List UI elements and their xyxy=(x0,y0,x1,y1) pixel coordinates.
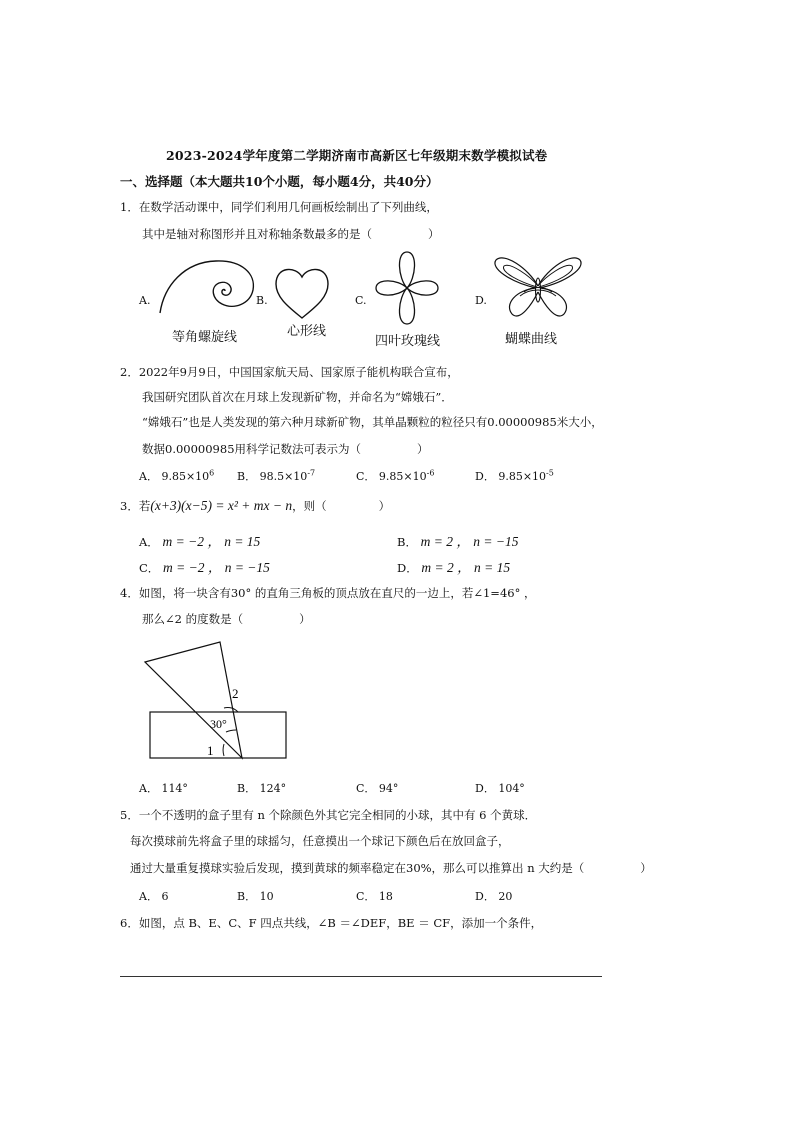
butterfly-curve-figure xyxy=(490,252,586,324)
q5-option-a: A． 6 xyxy=(139,890,169,903)
q5-option-b: B． 10 xyxy=(237,890,274,903)
q3-stem: 3．若(x+3)(x−5) = x² + mx − n，则（ ） xyxy=(120,498,391,513)
page-title: 2023-2024学年度第二学期济南市高新区七年级期末数学模拟试卷 xyxy=(166,148,548,163)
triangle-ruler-figure xyxy=(140,640,300,765)
q3-option-b: B． m = 2 ， n = −15 xyxy=(397,534,519,549)
q4-option-c: C． 94° xyxy=(356,782,399,795)
q4-option-b: B． 124° xyxy=(237,782,287,795)
q1-caption-d: 蝴蝶曲线 xyxy=(505,332,558,347)
q5-line1: 5．一个不透明的盒子里有 n 个除颜色外其它完全相同的小球，其中有 6 个黄球． xyxy=(120,808,537,822)
q2-line2: 我国研究团队首次在月球上发现新矿物，并命名为“嫦娥石”． xyxy=(142,390,453,404)
q1-option-c-label: C. xyxy=(355,294,367,307)
q5-option-c: C． 18 xyxy=(356,890,393,903)
q1-caption-c: 四叶玫瑰线 xyxy=(375,334,441,349)
q2-option-d: D． $9.85\times 10^{-5}$ xyxy=(475,468,554,483)
set-square-triangle xyxy=(145,642,242,758)
q5-line3: 通过大量重复摸球实验后发现，摸到黄球的频率稳定在30%，那么可以推算出 n 大约是（ ） xyxy=(130,861,652,875)
q3-option-d: D． m = 2 ， n = 15 xyxy=(397,560,511,575)
q4-line2: 那么∠2 的度数是（ ） xyxy=(142,612,311,626)
angle-1-arc xyxy=(223,744,224,756)
q2-option-a: A． $9.85\times 10^6$ xyxy=(139,468,215,483)
equiangular-spiral-figure xyxy=(150,256,260,316)
angle-30-arc xyxy=(226,730,236,732)
angle-1-label: 1 xyxy=(207,743,214,758)
q2-option-b: B． $98.5\times 10^{-7}$ xyxy=(237,468,316,483)
section-header: 一、选择题（本大题共10个小题，每小题4分，共40分） xyxy=(120,174,439,189)
q1-line2: 其中是轴对称图形并且对称轴条数最多的是（ ） xyxy=(142,227,440,241)
q1-caption-b: 心形线 xyxy=(287,324,327,339)
angle-30-label: 30° xyxy=(210,717,227,731)
q5-line2: 每次摸球前先将盒子里的球摇匀，任意摸出一个球记下颜色后在放回盒子， xyxy=(130,834,510,848)
angle-2-arc xyxy=(224,707,238,712)
q2-option-c: C． $9.85\times 10^{-6}$ xyxy=(356,468,435,483)
q6-line1: 6．如图，点 B、E、C、F 四点共线，∠B ＝∠DEF，BE ＝ CF，添加一个条件， xyxy=(120,916,543,930)
q1-option-a-label: A. xyxy=(139,294,151,307)
q4-option-a: A． 114° xyxy=(139,782,188,795)
footer-divider xyxy=(120,976,602,977)
q4-option-d: D． 104° xyxy=(475,782,525,795)
q3-option-c: C． m = −2 ， n = −15 xyxy=(139,560,270,575)
q4-line1: 4．如图，将一块含有30° 的直角三角板的顶点放在直尺的一边上，若∠1=46° ， xyxy=(120,586,536,600)
q1-caption-a: 等角螺旋线 xyxy=(172,330,238,345)
four-leaf-rose-figure xyxy=(372,248,442,328)
q1-option-b-label: B. xyxy=(256,294,268,307)
angle-2-label: 2 xyxy=(232,686,239,701)
q1-line1: 1．在数学活动课中，同学们利用几何画板绘制出了下列曲线， xyxy=(120,200,438,214)
q5-option-d: D． 20 xyxy=(475,890,513,903)
cardioid-figure xyxy=(272,264,332,322)
q2-line4: 数据0.00000985用科学记数法可表示为（ ） xyxy=(142,442,429,456)
q2-line3: “嫦娥石”也是人类发现的第六种月球新矿物，其单晶颗粒的粒径只有0.00000985米大小， xyxy=(142,415,603,429)
q3-option-a: A． m = −2 ， n = 15 xyxy=(139,534,261,549)
q2-line1: 2．2022年9月9日，中国国家航天局、国家原子能机构联合宣布， xyxy=(120,365,459,379)
q1-option-d-label: D. xyxy=(475,294,487,307)
